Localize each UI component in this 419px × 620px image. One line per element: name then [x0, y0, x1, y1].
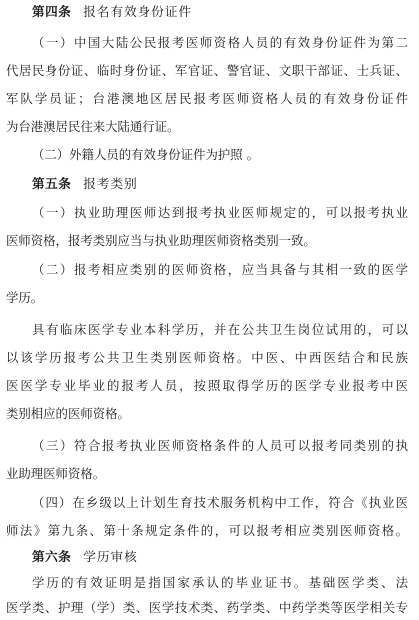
- paragraph-line: 具有临床医学专业本科学历，并在公共卫生岗位试用的，可以: [32, 322, 408, 337]
- article-4-title: 报名有效身份证件: [83, 4, 193, 19]
- paragraph-line: （三）符合报考执业医师资格条件的人员可以报考同类别的执: [32, 438, 408, 453]
- paragraph-line: 学历。: [6, 290, 44, 305]
- paragraph-line: 学历的有效证明是指国家承认的毕业证书。基础医学类、法: [32, 575, 408, 590]
- article-5-title: 报考类别: [83, 176, 138, 191]
- paragraph-line: （二）外籍人员的有效身份证件为护照 。: [32, 147, 259, 162]
- article-4-label: 第四条: [32, 4, 72, 19]
- article-6-label: 第六条: [32, 549, 72, 564]
- paragraph-line: 医医学专业毕业的报考人员，按照取得学历的医学专业报考中医: [6, 378, 408, 393]
- paragraph-line: （一）中国大陆公民报考医师资格人员的有效身份证件为第二: [32, 35, 408, 50]
- paragraph-line: （一）执业助理医师达到报考执业医师规定的，可以报考执业: [32, 205, 408, 220]
- article-5-label: 第五条: [32, 176, 72, 191]
- article-6-title: 学历审核: [83, 549, 138, 564]
- article-5-heading: [32, 172, 138, 196]
- article-6-heading: [32, 545, 138, 569]
- paragraph-line: （二）报考相应类别的医师资格，应当具备与其相一致的医学: [32, 262, 408, 277]
- paragraph-line: 为台港澳居民往来大陆通行证。: [6, 119, 180, 134]
- paragraph-line: 业助理医师资格。: [6, 466, 106, 481]
- paragraph-line: 军队学员证；台港澳地区居民报考医师资格人员的有效身份证件: [6, 91, 408, 106]
- paragraph-line: 师法》第九条、第十条规定条件的，可以报考相应类别医师资格。: [6, 523, 408, 538]
- article-4-heading: [32, 0, 192, 24]
- paragraph-line: 类别相应的医师资格。: [6, 406, 130, 421]
- paragraph-line: 医师资格，报考类别应当与执业助理医师资格类别一致。: [6, 233, 316, 248]
- paragraph-line: 以该学历报考公共卫生类别医师资格。中医、中西医结合和民族: [6, 350, 408, 365]
- paragraph-line: 代居民身份证、临时身份证、军官证、警官证、文职干部证、士兵证、: [6, 63, 408, 78]
- paragraph-line: （四）在乡级以上计划生育技术服务机构中工作，符合《执业医: [32, 495, 408, 510]
- paragraph-line: 医学类、护理（学）类、医学技术类、药学类、中药学类等医学相关专: [6, 600, 408, 615]
